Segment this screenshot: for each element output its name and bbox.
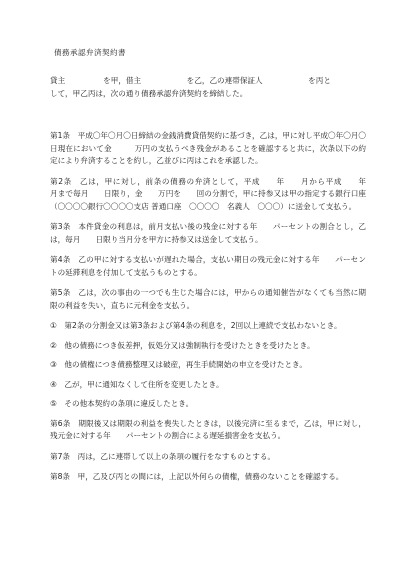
list-item-4: ④ 乙が，甲に通知なくして住所を変更したとき。 — [50, 379, 224, 389]
article-5: 第5条 乙は，次の事由の一つでも生じた場合には，甲からの通知催告がなくても当然に期限の利益を失い，直ちに元利金を支払う。 — [50, 288, 366, 310]
list-item-3: ③ 他の債権につき債務整理又は破産，再生手続開始の申立を受けたとき。 — [50, 360, 307, 369]
document-title: 債務承認弁済契約書 — [54, 48, 126, 57]
list-item-2: ② 他の債務につき仮差押，仮処分又は強制執行を受けたときを受けたとき。 — [50, 340, 315, 350]
article-4: 第4条 乙の甲に対する支払いが遅れた場合，支払い期日の残元金に対する年 パーセントの延滞利息を付加して支払うものとする。 — [50, 255, 366, 277]
article-3: 第3条 本件貸金の利息は，前月支払い後の残金に対する年 パーセントの割合とし，乙は，毎月 日限り当月分を甲方に持参又は送金して支払う。 — [50, 222, 366, 244]
article-1: 第1条 平成〇年〇月〇日締結の金銭消費貸借契約に基づき，乙は，甲に対し平成〇年〇月〇日現在において金 万円の支払うべき残金があることを確認すると共に，次条以下の約定により弁済することを約し，乙並びに丙はこれを承認した。 — [50, 131, 366, 165]
article-7: 第7条 丙は，乙に連帯して以上の条項の履行をなすものとする。 — [50, 451, 276, 461]
list-item-1: ① 第2条の分割金又は第3条および第4条の利息を，2回以上連続で支払わないとき。 — [50, 321, 342, 330]
article-2: 第2条 乙は，甲に対し，前条の債務の弁済として，平成 年 月から平成 年 月まで毎月 日限り，金 万円を 回の分割で，甲に持参又は甲の指定する銀行口座（〇〇〇〇銀行〇〇〇〇支店 普通口座 〇〇〇〇 名義人 〇〇〇）に送金して支払う。 — [50, 176, 382, 211]
list-item-5: ⑤ その他本契約の条項に違反したとき。 — [50, 399, 194, 408]
article-8: 第8条 甲，乙及び丙との間には，上記以外何らの債権，債務のないことを確認する。 — [50, 472, 344, 481]
intro-paragraph: 貸主 を甲，借主 を乙，乙の連帯保証人 を丙と して，甲乙丙は，次の通り債務承認弁済契約を締結した。 — [50, 76, 331, 98]
article-6: 第6条 期限後又は期限の利益を喪失したときは，以後完済に至るまで，乙は，甲に対し，残元金に対する年 パーセントの割合による遅延損害金を支払う。 — [50, 418, 366, 440]
